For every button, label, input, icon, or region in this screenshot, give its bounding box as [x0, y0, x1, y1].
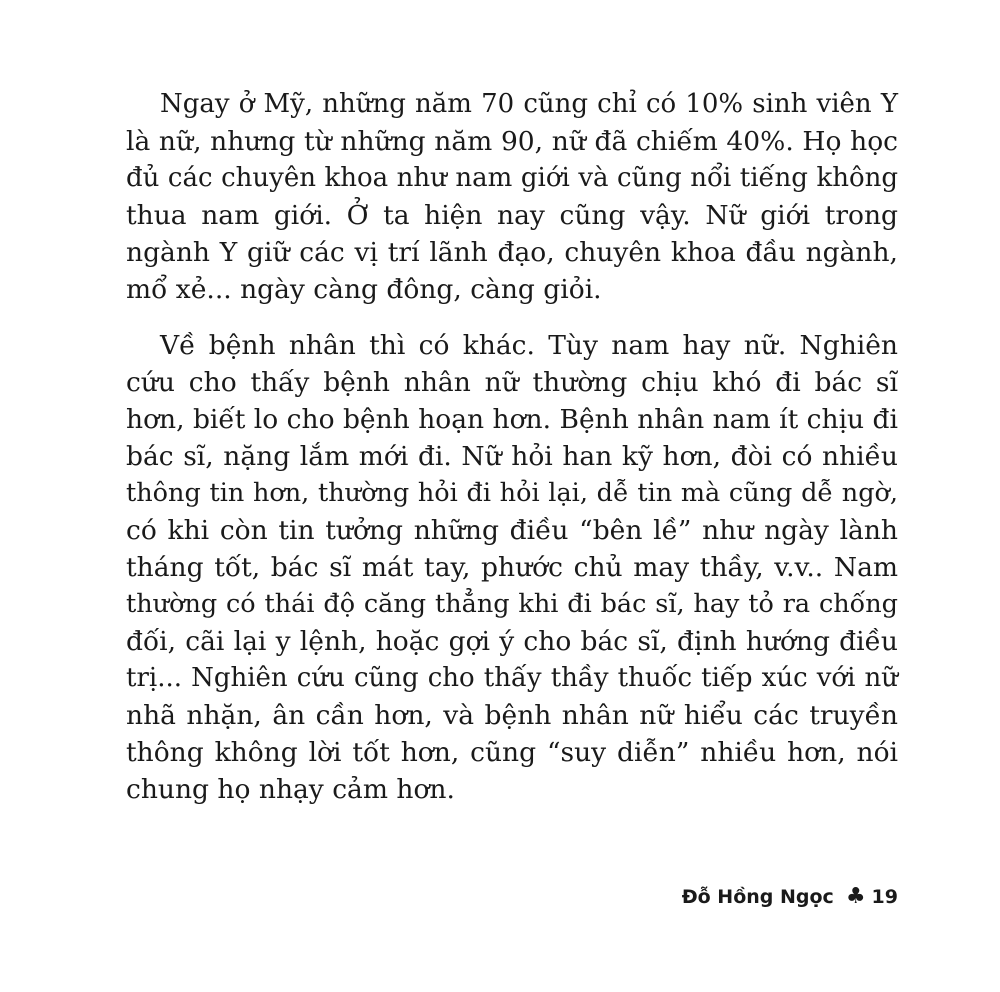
page-footer — [682, 884, 898, 910]
text-line: Ngay ở Mỹ, những năm 70 cũng chỉ có 10% sinh viên Y — [160, 89, 898, 119]
text-line: trị... Nghiên cứu cũng cho thấy thầy thuốc tiếp xúc với nữ — [126, 663, 898, 693]
page-number: 19 — [871, 886, 898, 908]
text-line: chung họ nhạy cảm hơn. — [126, 774, 455, 805]
text-line: thông tin hơn, thường hỏi đi hỏi lại, dễ tin mà cũng dễ ngờ, — [126, 478, 898, 508]
body-text — [126, 86, 898, 808]
text-line: có khi còn tin tưởng những điều “bên lề” như ngày lành — [126, 515, 898, 546]
text-line: ngành Y giữ các vị trí lãnh đạo, chuyên khoa đầu ngành, — [126, 237, 898, 268]
text-line: bác sĩ, nặng lắm mới đi. Nữ hỏi han kỹ hơn, đòi có nhiều — [126, 441, 898, 472]
text-line: Về bệnh nhân thì có khác. Tùy nam hay nữ. Nghiên — [160, 330, 898, 361]
text-line: tháng tốt, bác sĩ mát tay, phước chủ may thầy, v.v.. Nam — [126, 552, 898, 583]
text-line: thông không lời tốt hơn, cũng “suy diễn” nhiều hơn, nói — [126, 737, 898, 768]
paragraph-2 — [126, 327, 898, 808]
text-line: cứu cho thấy bệnh nhân nữ thường chịu khó đi bác sĩ — [126, 367, 898, 398]
text-line: hơn, biết lo cho bệnh hoạn hơn. Bệnh nhân nam ít chịu đi — [126, 404, 898, 435]
paragraph-1 — [126, 86, 898, 308]
text-line: đủ các chuyên khoa như nam giới và cũng nổi tiếng không — [126, 163, 898, 193]
text-line: nhã nhặn, ân cần hơn, và bệnh nhân nữ hiểu các truyền — [126, 700, 898, 731]
text-line: mổ xẻ... ngày càng đông, càng giỏi. — [126, 274, 602, 305]
text-line: thua nam giới. Ở ta hiện nay cũng vậy. Nữ giới trong — [126, 200, 898, 231]
author-name: Đỗ Hồng Ngọc — [681, 886, 834, 908]
text-line: là nữ, nhưng từ những năm 90, nữ đã chiếm 40%. Họ học — [126, 126, 898, 157]
club-icon: ♣ — [845, 884, 866, 909]
text-line: thường có thái độ căng thẳng khi đi bác sĩ, hay tỏ ra chống — [126, 589, 898, 619]
text-line: đối, cãi lại y lệnh, hoặc gợi ý cho bác sĩ, định hướng điều — [126, 626, 898, 657]
